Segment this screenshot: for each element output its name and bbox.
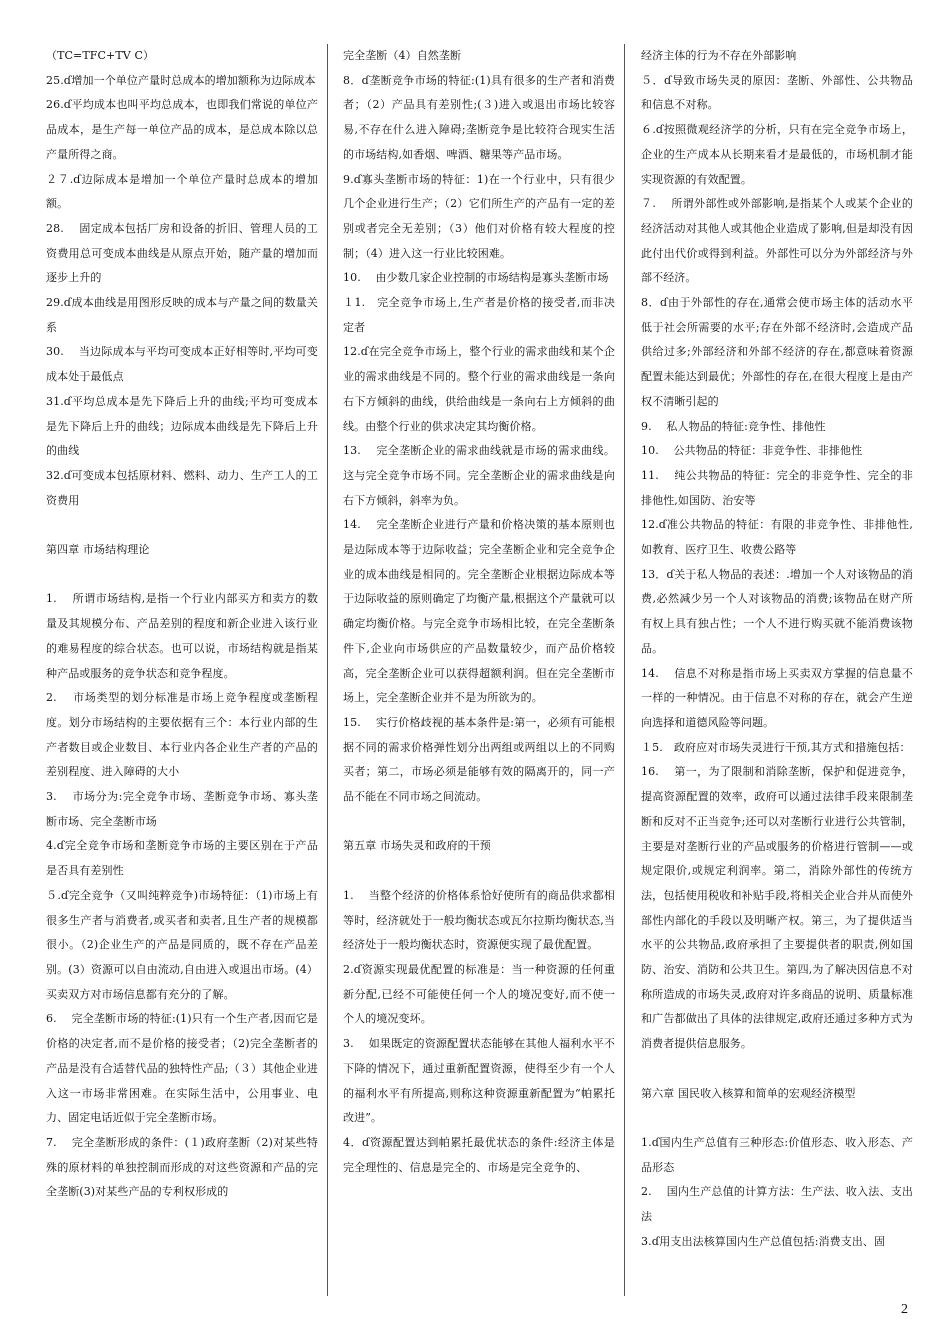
text-column-middle bbox=[343, 44, 615, 1180]
paragraph: ５.ɗ完全竞争（又叫纯粹竞争)市场特征：（1)市场上有很多生产者与消费者,或买者和卖者,且生产者的规模都很小。（2)企业生产的产品是同质的，既不存在产品差别。(3）资源可以自由流动,自由进入或退出市场。(4）买卖双方对市场信息都有充分的了解。 bbox=[46, 888, 318, 1001]
paragraph: 26.ɗ平均成本也叫平均总成本，也即我们常说的单位产品成本，是生产每一单位产品的成本，是总成本除以总产量所得之商。 bbox=[46, 98, 318, 161]
paragraph: 13. 完全垄断企业的需求曲线就是市场的需求曲线。这与完全竞争市场不同。完全垄断企业的需求曲线是向右下方倾斜，斜率为负。 bbox=[343, 444, 615, 507]
paragraph: 32.ɗ可变成本包括原材料、燃料、动力、生产工人的工资费用 bbox=[46, 468, 318, 507]
text-column-right bbox=[641, 44, 913, 1254]
paragraph: 1. 当整个经济的价格体系恰好使所有的商品供求都相等时，经济就处于一般均衡状态或瓦尔拉斯均衡状态,当经济处于一般均衡状态时，资源便实现了最优配置。 bbox=[343, 888, 615, 952]
paragraph: 30. 当边际成本与平均可变成本正好相等时,平均可变成本处于最低点 bbox=[46, 345, 318, 384]
paragraph: 14. 信息不对称是指市场上买卖双方掌握的信息量不一样的一种情况。由于信息不对称的存在，就会产生逆向选择和道德风险等问题。 bbox=[641, 666, 913, 729]
paragraph: 2. 国内生产总值的计算方法：生产法、收入法、支出法 bbox=[641, 1185, 913, 1224]
paragraph: 10. 公共物品的特征：非竞争性、非排他性 bbox=[641, 444, 863, 458]
paragraph: 1. 所谓市场结构,是指一个行业内部买方和卖方的数量及其规模分布、产品差别的程度和新企业进入该行业的难易程度的综合状态。也可以说，市场结构就是指某种产品或服务的竞争状态和竞争程度。 bbox=[46, 592, 318, 680]
paragraph: 3. 如果既定的资源配置状态能够在其他人福利水平不下降的情况下，通过重新配置资源，使得至少有一个人的福利水平有所提高,则称这种资源重新配置为“帕累托改进”。 bbox=[343, 1037, 615, 1125]
paragraph: 9. 私人物品的特征:竞争性、排他性 bbox=[641, 419, 826, 433]
paragraph: ６.ɗ按照微观经济学的分析，只有在完全竞争市场上，企业的生产成本从长期来看才是最低的，市场机制才能实现资源的有效配置。 bbox=[641, 123, 913, 186]
paragraph: 3.ɗ用支出法核算国内生产总值包括:消费支出、固 bbox=[641, 1234, 886, 1248]
paragraph: 1.ɗ国内生产总值有三种形态:价值形态、收入形态、产品形态 bbox=[641, 1135, 913, 1174]
paragraph: 13．ɗ关于私人物品的表述：.增加一个人对该物品的消费,必然减少另一个人对该物品的消费;该物品在财产所有权上具有独占性；一个人不进行购买就不能消费该物品。 bbox=[641, 567, 913, 655]
chapter-heading: 第六章 国民收入核算和简单的宏观经济模型 bbox=[641, 1086, 856, 1100]
chapter-heading: 第四章 市场结构理论 bbox=[46, 543, 150, 557]
paragraph: 3. 市场分为:完全竞争市场、垄断竞争市场、寡头垄断市场、完全垄断市场 bbox=[46, 790, 318, 828]
paragraph: 14. 完全垄断企业进行产量和价格决策的基本原则也是边际成本等于边际收益；完全垄断企业和完全竞争企业的成本曲线是相同的。完全垄断企业根据边际成本等于边际收益的原则确定了均衡产量,根据这个产量就可以确定均衡价格。与完全竞争市场相比较，在完全垄断条件下,企业向市场供应的产品数量较少，而产品价格较高，完全垄断企业可以获得超额利润。但在完全垄断市场上，完全垄断企业并不是为所欲为的。 bbox=[343, 518, 615, 705]
paragraph: 16. 第一，为了限制和消除垄断，保护和促进竞争，提高资源配置的效率，政府可以通过法律手段来限制垄断和反对不正当竞争;还可以对垄断行业进行公共管制，主要是对垄断行业的产品或服务的价格进行管制——或规定限价,或规定利润率。第二，消除外部性的传统方法，包括使用税收和补贴手段,将相关企业合并从而使外部性内部化的手段以及明晰产权。第三，为了提供适当水平的公共物品,政府承担了主要提供者的职责,例如国防、治安、消防和公共卫生。第四,为了解决因信息不对称所造成的市场失灵,政府对许多商品的说明、质量标准和广告都做出了具体的法律规定,政府还通过多种方式为消费者提供信息服务。 bbox=[641, 765, 913, 1051]
chapter-heading: 第五章 市场失灵和政府的干预 bbox=[343, 839, 491, 853]
paragraph: 2.ɗ资源实现最优配置的标准是：当一种资源的任何重新分配,已经不可能使任何一个人的境况变好,而不使一个人的境况变坏。 bbox=[343, 962, 615, 1026]
page-number: 2 bbox=[901, 1302, 908, 1317]
column-divider bbox=[624, 44, 625, 1296]
paragraph: 2. 市场类型的划分标准是市场上竞争程度或垄断程度。划分市场结构的主要依据有三个：本行业内部的生产者数目或企业数目、本行业内各企业生产者的产品的差别程度、进入障碍的大小 bbox=[46, 691, 318, 779]
paragraph: 12.ɗ在完全竞争市场上，整个行业的需求曲线和某个企业的需求曲线是不同的。整个行业的需求曲线是一条向右下方倾斜的曲线，供给曲线是一条向右上方倾斜的曲线。由整个行业的供求决定其均衡价格。 bbox=[343, 345, 615, 433]
paragraph: 经济主体的行为不存在外部影响 bbox=[641, 49, 797, 62]
paragraph: 4.ɗ完全竞争市场和垄断竞争市场的主要区别在于产品是否具有差别性 bbox=[46, 839, 318, 878]
paragraph: 8．ɗ由于外部性的存在,通常会使市场主体的活动水平低于社会所需要的水平;存在外部不经济时,会造成产品供给过多;外部经济和外部不经济的存在,都意味着资源配置未能达到最优；外部性的存在,在很大程度上是由产权不清晰引起的 bbox=[641, 296, 913, 408]
paragraph: 15. 实行价格歧视的基本条件是:第一，必须有可能根据不同的需求价格弹性划分出两组或两组以上的不同购买者；第二，市场必须是能够有效的隔离开的，同一产品不能在不同市场之间流动。 bbox=[343, 715, 615, 804]
text-column-left bbox=[46, 44, 318, 1205]
paragraph: 25.ɗ增加一个单位产量时总成本的增加额称为边际成本 bbox=[46, 73, 316, 87]
paragraph: 11. 纯公共物品的特征：完全的非竞争性、完全的非排他性,如国防、治安等 bbox=[641, 468, 913, 507]
paragraph: ２７.ɗ边际成本是增加一个单位产量时总成本的增加额。 bbox=[46, 172, 318, 211]
paragraph: 12.ɗ准公共物品的特征：有限的非竞争性、非排他性,如教育、医疗卫生、收费公路等 bbox=[641, 518, 913, 557]
paragraph: １5. 政府应对市场失灵进行干预,其方式和措施包括： bbox=[641, 740, 911, 754]
paragraph: １1. 完全竞争市场上,生产者是价格的接受者,而非决定者 bbox=[343, 296, 615, 334]
paragraph: 28. 固定成本包括厂房和设备的折旧、管理人员的工资费用总可变成本曲线是从原点开始，随产量的增加而逐步上升的 bbox=[46, 221, 318, 285]
paragraph: 4．ɗ资源配置达到帕累托最优状态的条件:经济主体是完全理性的、信息是完全的、市场是完全竞争的、 bbox=[343, 1135, 615, 1174]
paragraph: ５．ɗ导致市场失灵的原因：垄断、外部性、公共物品和信息不对称。 bbox=[641, 73, 913, 112]
paragraph: ７. 所谓外部性或外部影响,是指某个人或某个企业的经济活动对其他人或其他企业造成了影响,但是却没有因此付出代价或得到利益。外部性可以分为外部经济与外部不经济。 bbox=[641, 197, 913, 285]
paragraph: 6. 完全垄断市场的特征:(1)只有一个生产者,因而它是价格的决定者,而不是价格的接受者；（2)完全垄断者的产品是没有合适替代品的独特性产品;（３）其他企业进入这一市场非常困难。在实际生活中，公用事业、电力、固定电话近似于完全垄断市场。 bbox=[46, 1012, 318, 1125]
paragraph: 10. 由少数几家企业控制的市场结构是寡头垄断市场 bbox=[343, 271, 609, 285]
paragraph: 完全垄断（4）自然垄断 bbox=[343, 49, 462, 62]
paragraph: 8．ɗ垄断竞争市场的特征:(1)具有很多的生产者和消费者；（2）产品具有差别性;(３)进入或退出市场比较容易,不存在什么进入障碍;垄断竞争是比较符合现实生活的市场结构,如香烟、啤酒、糖果等产品市场。 bbox=[343, 73, 615, 161]
paragraph: 29.ɗ成本曲线是用图形反映的成本与产量之间的数量关系 bbox=[46, 296, 318, 334]
paragraph: （TC=TFC+TV C） bbox=[46, 49, 155, 62]
column-divider bbox=[327, 44, 328, 1296]
paragraph: 31.ɗ平均总成本是先下降后上升的曲线;平均可变成本是先下降后上升的曲线；边际成本曲线是先下降后上升的曲线 bbox=[46, 394, 318, 458]
paragraph: 9.ɗ寡头垄断市场的特征：1)在一个行业中，只有很少几个企业进行生产；（2）它们所生产的产品有一定的差别或者完全无差别；（3）他们对价格有较大程度的控制；（4）进入这一行业比较困难。 bbox=[343, 172, 615, 260]
paragraph: 7. 完全垄断形成的条件：(１)政府垄断（2)对某些特殊的原材料的单独控制而形成的对这些资源和产品的完全垄断(3)对某些产品的专利权形成的 bbox=[46, 1135, 318, 1199]
